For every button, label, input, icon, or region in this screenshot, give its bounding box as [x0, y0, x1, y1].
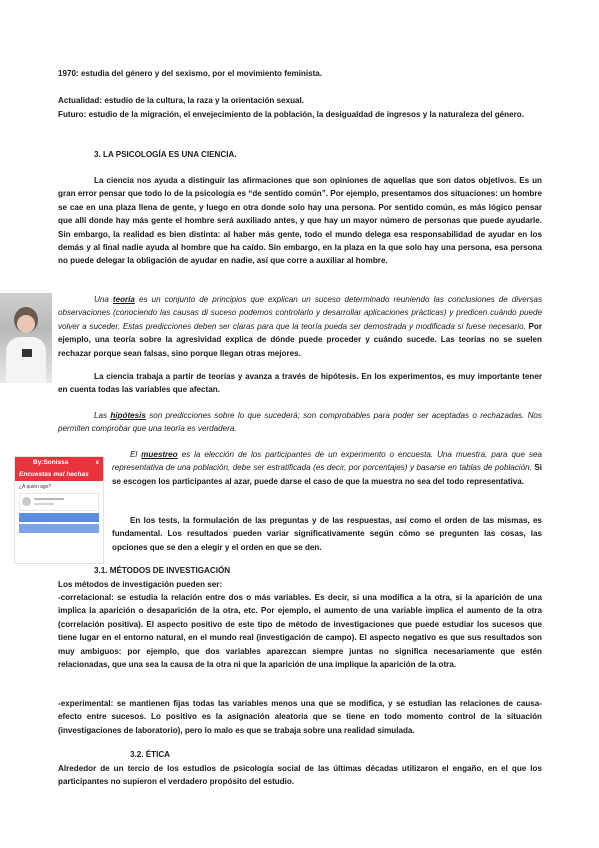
- avatar: [22, 497, 31, 506]
- app-user-card: [19, 493, 99, 511]
- paragraph-ciencia-opiniones: La ciencia nos ayuda a distinguir las afirmaciones que son opiniones de aquellas que son datos objetivos. Es un gran error pensar que todo lo de la psicología es “de sentido común”. Por ejemplo, presentamos dos situaciones: un hombre se cae en una plaza llena de gente, y luego en otra donde solo hay una persona. Por sentido común, es más lógico pensar que allí donde hay más gente el hombre será auxiliado antes, y que hay un mayor número de personas que puede ayudarle. Sin embargo, la realidad es bien distinta: al haber más gente, todo el mundo delega esa responsabilidad de ayudar en los demás y al final nadie ayuda al hombre que ha caído. Sin embargo, en la plaza en la que solo hay una persona, esa persona no puede delegar la obligación de ayudar en nadie, así que corre a auxiliar al hombre.: [58, 176, 542, 266]
- paragraph-metodos-intro: Los métodos de investigación pueden ser:: [58, 580, 223, 589]
- paragraph-teoria: [58, 293, 542, 360]
- app-text-line: [34, 503, 54, 505]
- photo-face: [17, 315, 35, 333]
- heading-metodos: 3.1. MÉTODOS DE INVESTIGACIÓN: [94, 566, 231, 575]
- survey-app-screenshot: [14, 456, 104, 564]
- paragraph-tests: En los tests, la formulación de las preguntas y de las respuestas, así como el orden de las mismas, es fundamental. Los resultados pueden variar significativamente según cómo se pregunten las cosas, las opciones que se den a elegir y el orden en que se den.: [112, 516, 542, 552]
- photo-shirt-print: [22, 349, 32, 357]
- app-brand: By:Sonissa: [33, 459, 69, 466]
- teoria-italic: es un conjunto de principios que explican un suceso determinado reuniendo las conclusiones de diversas observaciones (conociendo las causas di suceso podemos controlarlo y desarrollar aplicaciones prácticas) y predicen cuándo puede volver a suceder. Estas predicciones deben ser claras para que la teoría pueda ser demostrada y modificada si fuese necesario.: [58, 295, 542, 331]
- teoria-normal: Por ejemplo, una teoría sobre la agresividad explica de dónde puede proceder y cuándo sucede. Las teorías no se suelen rechazar porque sean falsas, sino porque llegan otras mejores.: [58, 321, 542, 358]
- paragraph-muestreo: [112, 448, 542, 488]
- heading-etica: 3.2. ÉTICA: [130, 750, 171, 759]
- paragraph-correlacional: -correlacional: se estudia la relación entre dos o más variables. Es decir, si una modifica a la otra, si la aparición de una implica la aparición o desaparición de la otra, etc. Por ejemplo, el aumento de una variable implica el aumento de la otra (correlación positiva). El aspecto positivo de este tipo de método de investigaciones que puede estudiar los sucesos que tiene lugar en el entorno natural, en el mundo real (investigación de campo). El aspecto negativo es que sus resultados son muy ambiguos: por ejemplo, que dos variables aparezcan siempre juntas no significa necesariamente que estén relacionadas, que una sea la causa de la otra ni que la aparición de una implique la aparición de la otra.: [58, 593, 542, 670]
- app-question: ¿A quién ago?: [19, 484, 52, 490]
- paragraph-1970: 1970: estudia del género y del sexismo, por el movimiento feminista.: [58, 69, 323, 78]
- hipotesis-term: hipótesis: [110, 411, 146, 420]
- app-option-2: [19, 524, 99, 533]
- muestreo-pre: El: [130, 450, 142, 459]
- app-header: [15, 457, 103, 469]
- close-icon: x: [95, 460, 99, 466]
- teoria-pre: Una: [94, 295, 113, 304]
- paragraph-ciencia-hipotesis: La ciencia trabaja a partir de teorías y avanza a través de hipótesis. En los experimentos, es muy importante tener en cuenta todas las variables que afectan.: [58, 372, 542, 395]
- paragraph-hipotesis: [58, 409, 542, 436]
- muestreo-italic: es la elección de los participantes de un experimento o encuesta. Una muestra, para que sea representativa de una población, debe ser estratificada (es decir, por porcentajes) y basarse en tablas de población.: [112, 450, 542, 473]
- muestreo-normal: Si se escogen los participantes al azar, puede darse el caso de que la muestra no sea del todo representativa.: [112, 463, 542, 486]
- hipotesis-pre: Las: [94, 411, 111, 420]
- paragraph-etica: Alrededor de un tercio de los estudios de psicología social de las últimas décadas utilizaron el engaño, en el que los participantes no supieron el verdadero propósito del estudio.: [58, 764, 542, 787]
- heading-psicologia-ciencia: 3. LA PSICOLOGÍA ES UNA CIENCIA.: [94, 150, 237, 159]
- app-title: Encuestas mal hechas: [15, 469, 103, 481]
- app-text-line: [34, 498, 64, 500]
- teoria-term: teoría: [112, 295, 135, 304]
- muestreo-term: muestreo: [141, 450, 178, 459]
- app-option-1: [19, 513, 99, 522]
- photo-shirt: [6, 337, 46, 383]
- paragraph-futuro: Futuro: estudio de la migración, el envejecimiento de la población, la desigualdad de ingresos y la naturaleza del género.: [58, 110, 524, 119]
- person-photo: [0, 293, 52, 383]
- paragraph-actualidad: Actualidad: estudio de la cultura, la raza y la orientación sexual.: [58, 96, 305, 105]
- hipotesis-italic: son predicciones sobre lo que sucederá; son comprobables para poder ser aceptadas o rechazadas. Nos permiten comprobar que una teoría es verdadera.: [58, 411, 542, 434]
- paragraph-experimental: -experimental: se mantienen fijas todas las variables menos una que se modifica, y se estudian las relaciones de causa-efecto entre sucesos. Lo positivo es la asignación aleatoria que se tiene en todo momento control de la situación (investigaciones de laboratorio), pero lo malo es que se trabaja sobre una realidad simulada.: [58, 699, 542, 735]
